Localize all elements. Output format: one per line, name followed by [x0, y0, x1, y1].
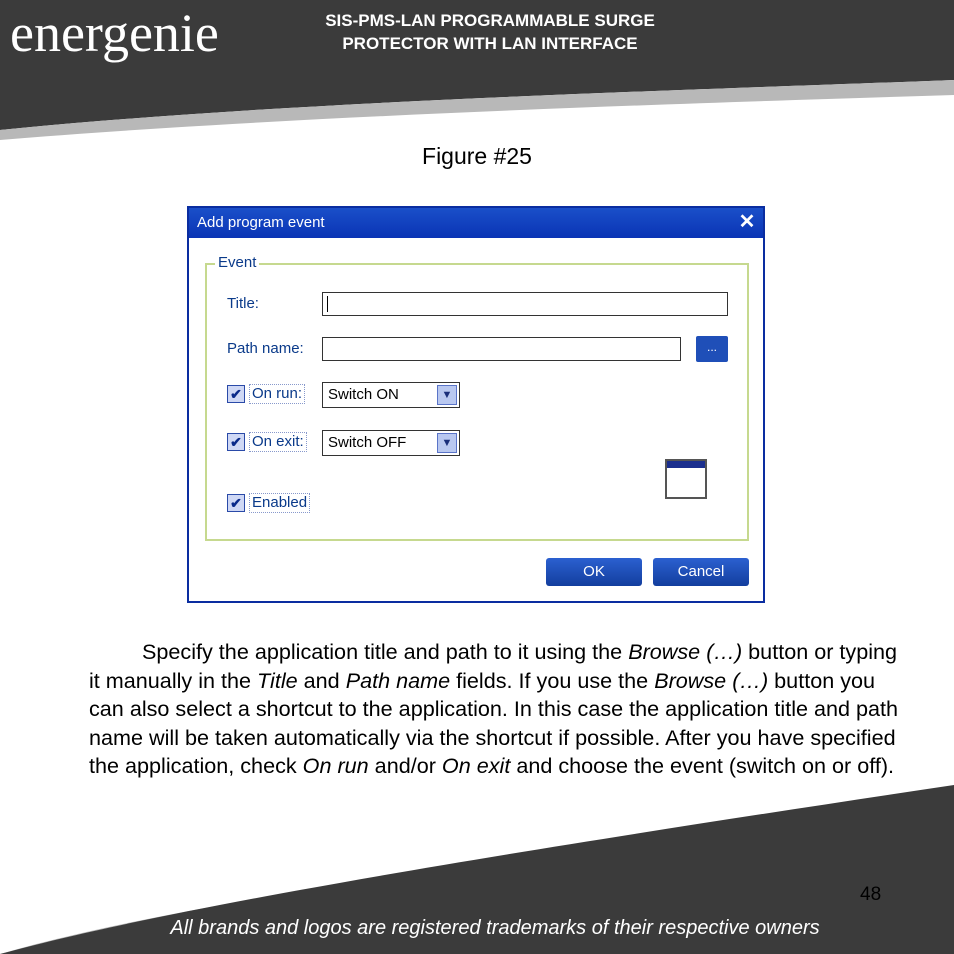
application-window-icon [665, 459, 707, 499]
title-input[interactable] [322, 292, 728, 316]
text-run: button or typing it manually in the [89, 639, 898, 693]
dialog-title: Add program event [197, 214, 325, 231]
cancel-button[interactable]: Cancel [653, 558, 749, 586]
text-run-italic: Path name [345, 667, 451, 693]
on-run-select-value: Switch ON [328, 386, 399, 403]
chevron-down-icon[interactable]: ▼ [437, 433, 457, 453]
text-run: and choose the event (switch on or off). [510, 753, 895, 779]
text-caret [327, 296, 328, 312]
text-run-italic: Browse (…) [654, 667, 769, 693]
on-exit-select[interactable] [322, 430, 460, 456]
energenie-logo: energenie [10, 3, 219, 63]
trademark-notice: All brands and logos are registered trademarks of their respective owners [170, 917, 820, 939]
on-run-checkbox[interactable]: ✔ [227, 385, 245, 403]
text-run: and [297, 667, 346, 693]
ok-button[interactable]: OK [546, 558, 642, 586]
text-run: button you can also select a shortcut to the application. In this case the application title and path name will be taken automatically via the shortcut if possible. After you have specified the application, check [89, 667, 899, 779]
document-title-line1: SIS-PMS-LAN PROGRAMMABLE SURGE [325, 11, 655, 30]
add-program-event-dialog [187, 206, 765, 603]
document-title [270, 9, 710, 55]
event-group-label: Event [215, 254, 259, 271]
text-run-italic: On run [302, 753, 369, 779]
enabled-label: Enabled [249, 493, 310, 513]
text-run: fields. If you use the [450, 667, 655, 693]
text-run: Specify the application title and path to it using the [142, 639, 629, 664]
text-run-italic: On exit [441, 753, 511, 779]
on-run-label: On run: [249, 384, 305, 404]
window-icon-titlebar [667, 461, 705, 468]
body-paragraph [89, 638, 909, 781]
path-name-label: Path name: [227, 340, 304, 357]
page-number: 48 [860, 884, 882, 905]
on-exit-select-value: Switch OFF [328, 434, 407, 451]
on-exit-checkbox[interactable]: ✔ [227, 433, 245, 451]
enabled-checkbox[interactable]: ✔ [227, 494, 245, 512]
on-run-select[interactable] [322, 382, 460, 408]
chevron-down-icon[interactable]: ▼ [437, 385, 457, 405]
text-run-italic: Title [257, 667, 298, 693]
title-label: Title: [227, 295, 259, 312]
dialog-titlebar [189, 208, 763, 238]
document-title-line2: PROTECTOR WITH LAN INTERFACE [342, 34, 638, 53]
browse-button[interactable]: ... [696, 336, 728, 362]
text-run-italic: Browse (…) [628, 639, 743, 664]
path-name-input[interactable] [322, 337, 681, 361]
close-icon[interactable]: ✕ [738, 211, 756, 233]
dialog-body [189, 238, 763, 601]
on-exit-label: On exit: [249, 432, 307, 452]
figure-caption: Figure #25 [422, 143, 532, 169]
text-run: and/or [368, 753, 442, 779]
